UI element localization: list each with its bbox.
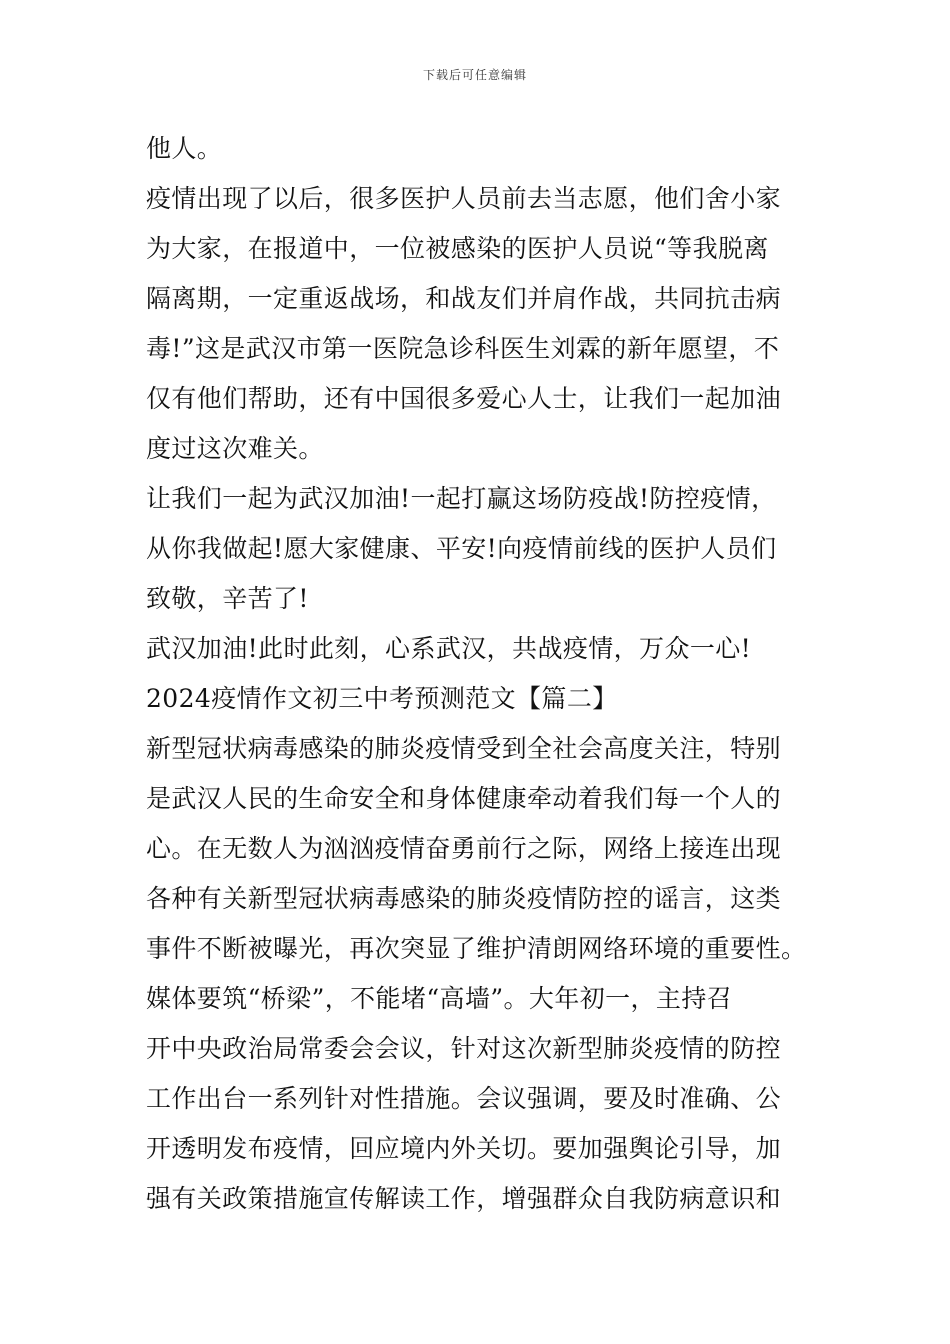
page-header: 下载后可任意编辑 <box>422 68 527 82</box>
text-line: 开透明发布疫情，回应境内外关切。要加强舆论引导，加 <box>146 1134 782 1163</box>
text-line: 隔离期，一定重返战场，和战友们并肩作战，共同抗击病 <box>146 284 782 313</box>
text-line: 让我们一起为武汉加油!一起打赢这场防疫战!防控疫情， <box>146 484 777 513</box>
text-line: 他人。 <box>146 134 223 163</box>
text-line: 新型冠状病毒感染的肺炎疫情受到全社会高度关注，特别 <box>146 734 782 763</box>
text-line: 开中央政治局常委会会议，针对这次新型肺炎疫情的防控 <box>146 1034 782 1063</box>
text-line: 强有关政策措施宣传解读工作，增强群众自我防病意识和 <box>146 1184 782 1213</box>
text-line: 武汉加油!此时此刻，心系武汉，共战疫情，万众一心! <box>146 634 752 663</box>
text-line: 工作出台一系列针对性措施。会议强调，要及时准确、公 <box>146 1084 782 1113</box>
text-line: 事件不断被曝光，再次突显了维护清朗网络环境的重要性。 <box>146 934 807 963</box>
text-line: 各种有关新型冠状病毒感染的肺炎疫情防控的谣言，这类 <box>146 884 782 913</box>
text-line: 从你我做起!愿大家健康、平安!向疫情前线的医护人员们 <box>146 534 777 563</box>
text-line: 仅有他们帮助，还有中国很多爱心人士，让我们一起加油 <box>146 384 782 413</box>
text-line: 为大家，在报道中，一位被感染的医护人员说“等我脱离 <box>146 234 769 263</box>
section-heading: 2024疫情作文初三中考预测范文【篇二】 <box>146 684 618 713</box>
text-line: 致敬，辛苦了! <box>146 584 309 613</box>
text-line: 心。在无数人为汹汹疫情奋勇前行之际，网络上接连出现 <box>146 834 782 863</box>
text-line: 毒!”这是武汉市第一医院急诊科医生刘霖的新年愿望，不 <box>146 334 780 363</box>
document-body <box>146 124 811 1224</box>
text-line: 度过这次难关。 <box>146 434 324 463</box>
text-line: 疫情出现了以后，很多医护人员前去当志愿，他们舍小家 <box>146 184 782 213</box>
text-line: 媒体要筑“桥梁”，不能堵“高墙”。大年初一，主持召 <box>146 984 733 1013</box>
text-line: 是武汉人民的生命安全和身体健康牵动着我们每一个人的 <box>146 784 782 813</box>
